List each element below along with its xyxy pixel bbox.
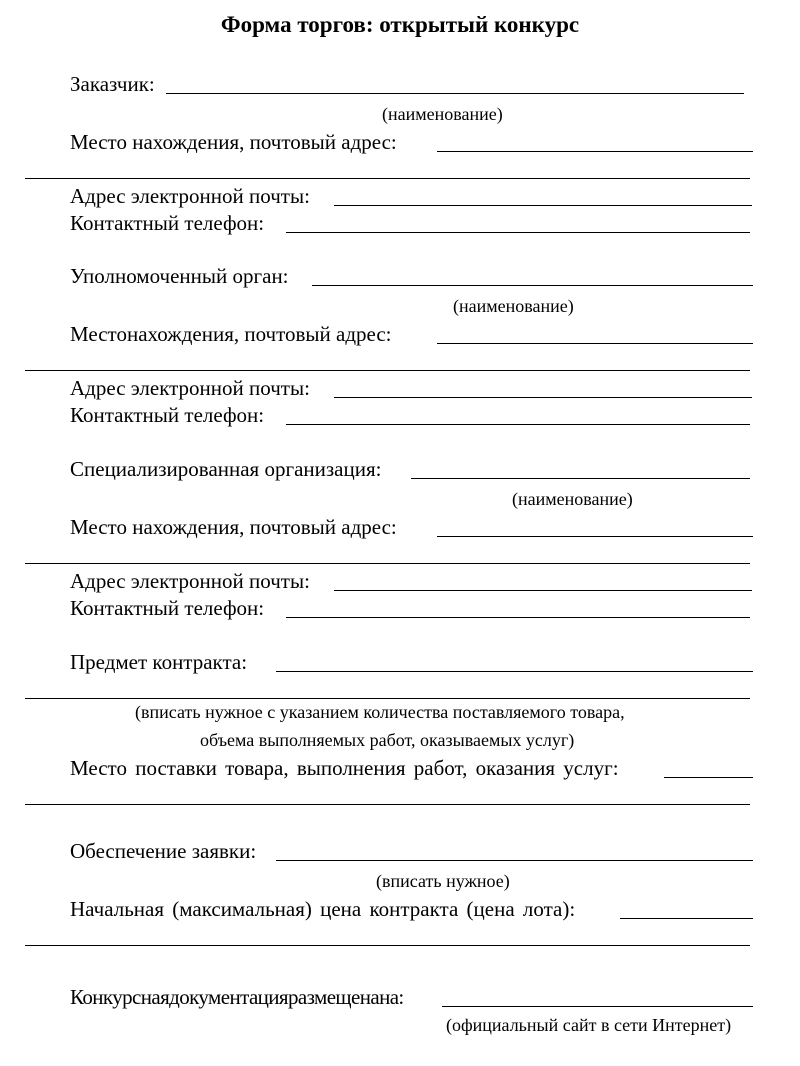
page-title: Форма торгов: открытый конкурс (220, 12, 580, 37)
contract-subject-hint-line1: (вписать нужное с указанием количества поставляемого товара, (135, 702, 625, 722)
delivery-place-label: Место поставки товара, выполнения работ, оказания услуг: (70, 756, 619, 780)
initial-price-label: Начальная (максимальная) цена контракта (цена лота): (70, 897, 576, 921)
specialized-org-name-hint: (наименование) (512, 489, 633, 509)
documentation-field[interactable] (442, 1006, 753, 1007)
authorized-body-address-field[interactable] (437, 343, 753, 344)
contract-subject-field-2[interactable] (25, 698, 750, 699)
specialized-org-email-field[interactable] (334, 590, 752, 591)
contract-subject-label: Предмет контракта: (70, 650, 248, 674)
specialized-org-phone-label: Контактный телефон: (70, 596, 265, 620)
authorized-body-phone-label: Контактный телефон: (70, 403, 265, 427)
documentation-hint: (официальный сайт в сети Интернет) (446, 1015, 732, 1035)
initial-price-field-2[interactable] (25, 945, 750, 946)
authorized-body-address-field-2[interactable] (25, 370, 750, 371)
bid-security-hint: (вписать нужное) (376, 871, 510, 891)
bid-security-label: Обеспечение заявки: (70, 839, 257, 863)
contract-subject-field[interactable] (276, 671, 753, 672)
authorized-body-label: Уполномоченный орган: (70, 264, 289, 288)
customer-name-field[interactable] (166, 93, 744, 94)
customer-address-label: Место нахождения, почтовый адрес: (70, 130, 397, 154)
authorized-body-email-field[interactable] (334, 397, 752, 398)
customer-phone-label: Контактный телефон: (70, 211, 265, 235)
customer-phone-field[interactable] (286, 232, 750, 233)
authorized-body-name-hint: (наименование) (453, 296, 574, 316)
authorized-body-name-field[interactable] (312, 285, 753, 286)
specialized-org-address-field[interactable] (437, 536, 753, 537)
authorized-body-phone-field[interactable] (286, 424, 750, 425)
specialized-org-address-label: Место нахождения, почтовый адрес: (70, 515, 397, 539)
customer-name-hint: (наименование) (382, 104, 503, 124)
authorized-body-email-label: Адрес электронной почты: (70, 376, 310, 400)
delivery-place-field[interactable] (664, 777, 753, 778)
authorized-body-address-label: Местонахождения, почтовый адрес: (70, 322, 392, 346)
contract-subject-hint-line2: объема выполняемых работ, оказываемых услуг) (200, 730, 575, 750)
bid-security-field[interactable] (276, 860, 753, 861)
specialized-org-name-field[interactable] (411, 478, 750, 479)
customer-email-label: Адрес электронной почты: (70, 184, 310, 208)
specialized-org-label: Специализированная организация: (70, 457, 382, 481)
customer-address-field-2[interactable] (25, 178, 750, 179)
specialized-org-email-label: Адрес электронной почты: (70, 569, 310, 593)
customer-label: Заказчик: (70, 72, 155, 96)
specialized-org-phone-field[interactable] (286, 617, 750, 618)
customer-address-field[interactable] (437, 151, 753, 152)
documentation-label: Конкурснаядокументацияразмещенана: (70, 985, 404, 1009)
specialized-org-address-field-2[interactable] (25, 563, 750, 564)
delivery-place-field-2[interactable] (25, 804, 750, 805)
initial-price-field[interactable] (620, 918, 753, 919)
customer-email-field[interactable] (334, 205, 752, 206)
